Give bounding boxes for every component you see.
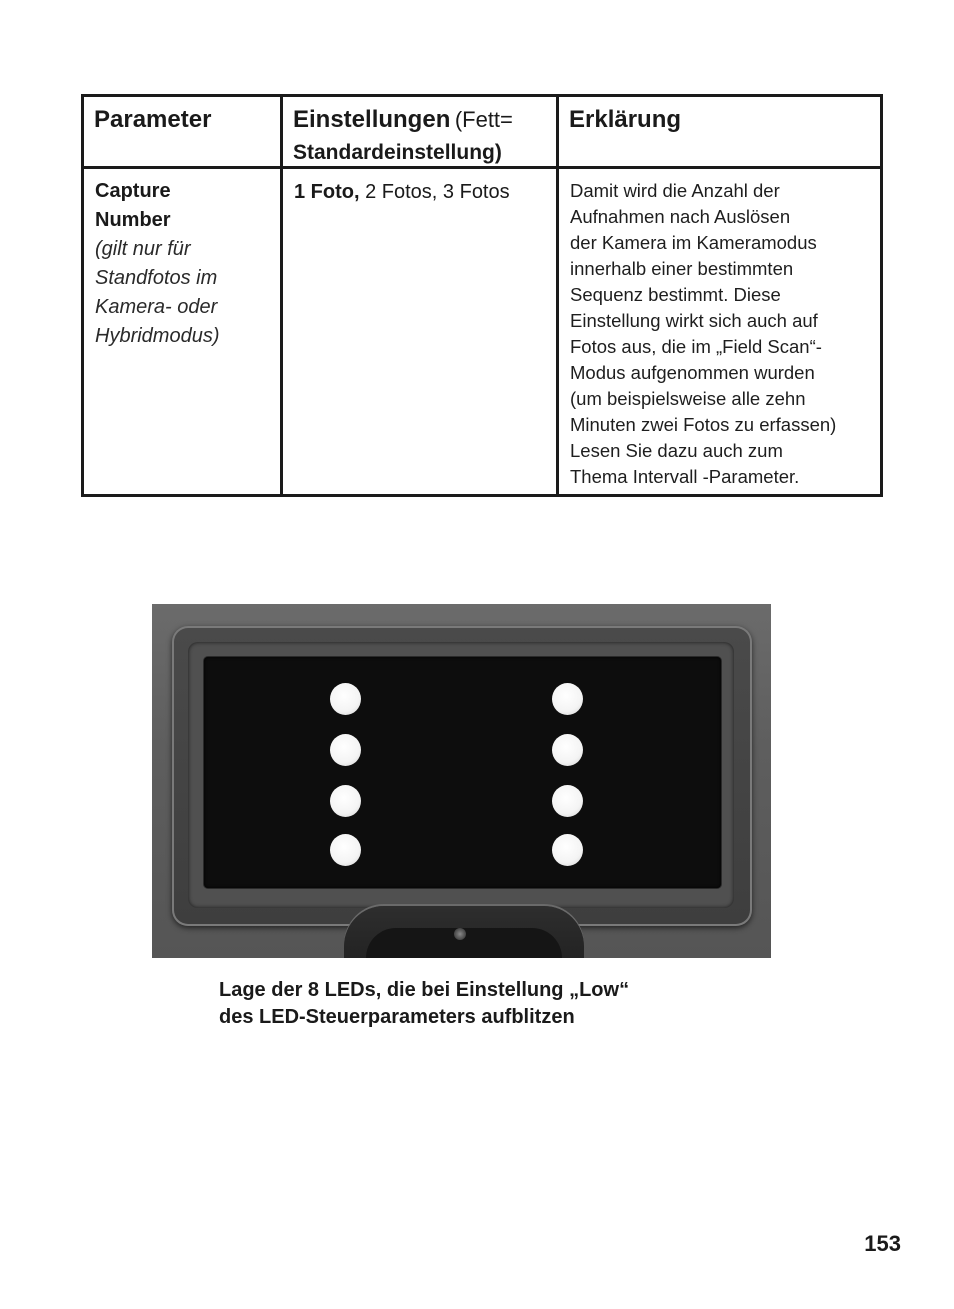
header-settings-line1 xyxy=(293,105,546,138)
header-explanation: Erklärung xyxy=(569,106,682,133)
parameter-title-line1: Capture xyxy=(95,180,171,202)
parameter-note-line: Kamera- oder xyxy=(95,296,218,318)
photo-caption xyxy=(219,977,739,1031)
explanation-line: Damit wird die Anzahl der xyxy=(570,180,780,201)
explanation-line: Fotos aus, die im „Field Scan“- xyxy=(570,336,822,357)
page-number: 153 xyxy=(864,1231,901,1256)
parameter-title-line2: Number xyxy=(95,209,171,231)
led-light xyxy=(552,785,583,817)
header-settings-bold: Einstellungen xyxy=(293,106,451,133)
explanation-line: innerhalb einer bestimmten xyxy=(570,258,794,279)
explanation-line: Einstellung wirkt sich auch auf xyxy=(570,310,818,331)
header-parameter: Parameter xyxy=(94,106,212,133)
explanation-line: Lesen Sie dazu auch zum xyxy=(570,440,783,461)
led-panel-photo xyxy=(152,604,771,958)
explanation-line: Thema Intervall -Parameter. xyxy=(570,466,800,487)
row-explanation-cell xyxy=(559,169,880,494)
parameter-note-line: Hybridmodus) xyxy=(95,325,220,347)
header-settings-cell xyxy=(283,97,559,169)
settings-other-values: 2 Fotos, 3 Fotos xyxy=(359,181,510,203)
led-light xyxy=(330,834,361,866)
row-parameter-cell xyxy=(84,169,283,494)
explanation-line: Aufnahmen nach Auslösen xyxy=(570,206,791,227)
parameter-table xyxy=(81,94,883,497)
settings-default-value: 1 Foto, xyxy=(294,181,360,203)
explanation-line: der Kamera im Kameramodus xyxy=(570,232,817,253)
led-light xyxy=(330,734,361,766)
explanation-line: (um beispielsweise alle zehn xyxy=(570,388,806,409)
parameter-note-line: Standfotos im xyxy=(95,267,218,289)
caption-line2: des LED-Steuerparameters aufblitzen xyxy=(219,1006,575,1028)
led-light xyxy=(552,734,583,766)
led-window xyxy=(204,657,721,888)
screw-icon xyxy=(454,928,466,940)
explanation-line: Sequenz bestimmt. Diese xyxy=(570,284,781,305)
explanation-line: Minuten zwei Fotos zu erfassen) xyxy=(570,414,837,435)
led-light xyxy=(330,683,361,715)
led-light xyxy=(552,834,583,866)
led-light xyxy=(330,785,361,817)
parameter-note-line: (gilt nur für xyxy=(95,238,191,260)
header-parameter-cell xyxy=(84,97,283,169)
header-settings-light: (Fett= xyxy=(454,107,513,132)
header-explanation-cell xyxy=(559,97,880,169)
explanation-line: Modus aufgenommen wurden xyxy=(570,362,815,383)
caption-line1: Lage der 8 LEDs, die bei Einstellung „Low“ xyxy=(219,979,630,1001)
led-light xyxy=(552,683,583,715)
row-settings-cell xyxy=(283,169,559,494)
header-settings-line2: Standardeinstellung) xyxy=(293,141,502,164)
